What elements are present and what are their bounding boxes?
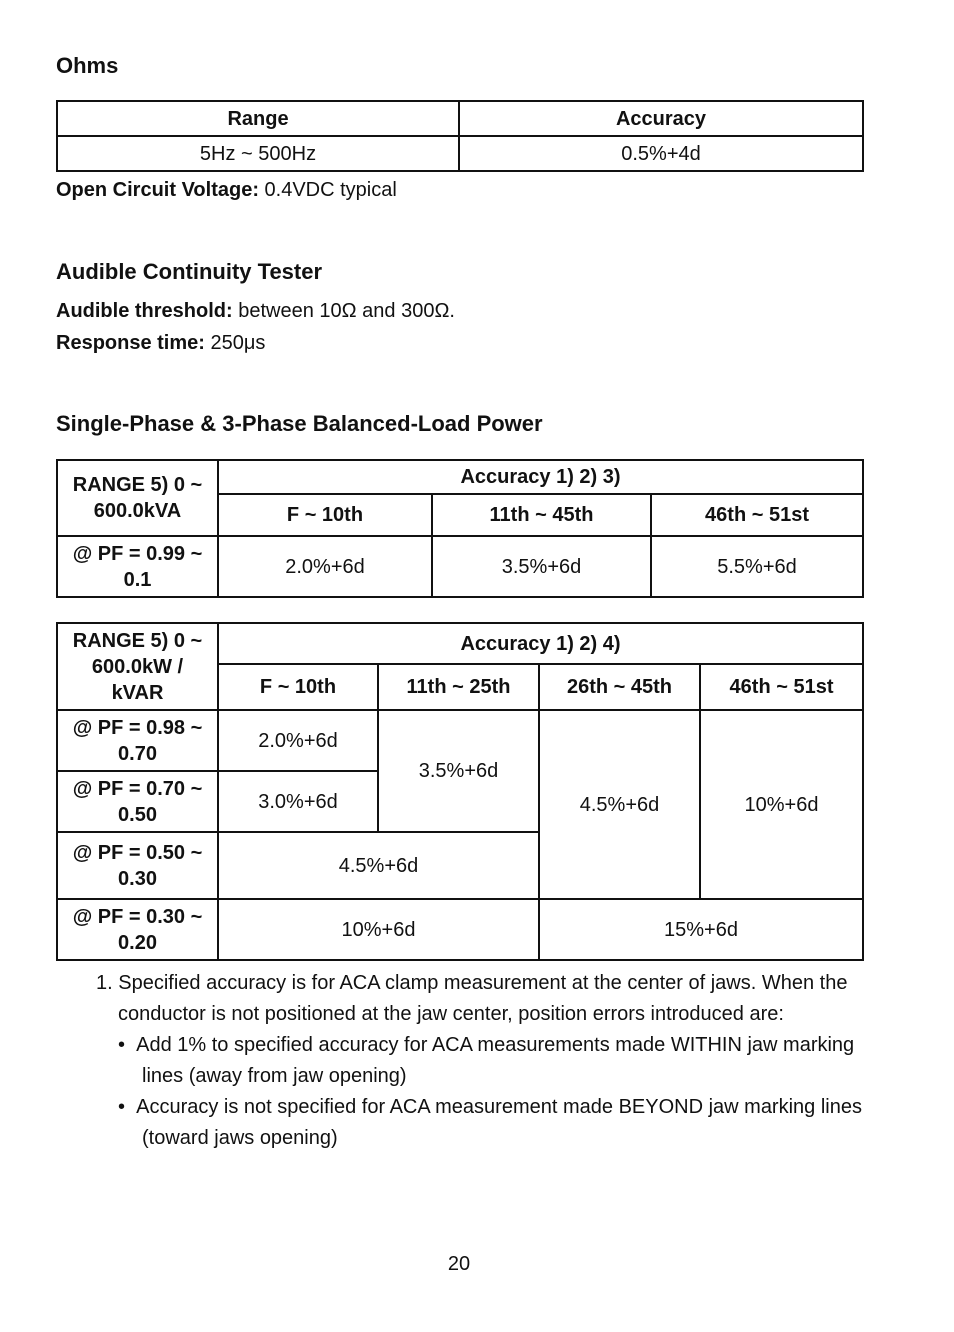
kw-value-r3c12: 4.5%+6d [218,832,539,899]
footnotes [96,968,866,1154]
power-title: Single-Phase & 3-Phase Balanced-Load Power [56,411,543,436]
page-number: 20 [447,1253,471,1275]
kw-pf-row-4: @ PF = 0.30 ~ 0.20 [57,899,218,960]
response-time [56,332,265,355]
ohms-range-value: 5Hz ~ 500Hz [57,136,459,171]
power-kva-table [56,459,864,598]
ohms-accuracy-value: 0.5%+4d [459,136,863,171]
kva-range-header: RANGE 5) 0 ~ 600.0kVA [57,460,218,536]
ohms-header-accuracy: Accuracy [459,101,863,136]
threshold-label: Audible threshold: [56,300,233,322]
kw-value-r12c2: 3.5%+6d [378,710,539,832]
kva-col-f-10th: F ~ 10th [218,494,432,536]
kw-col-f-10th: F ~ 10th [218,664,378,710]
kva-accuracy-header: Accuracy 1) 2) 3) [218,460,863,494]
kw-value-r4c12: 10%+6d [218,899,539,960]
kw-pf-row-2: @ PF = 0.70 ~ 0.50 [57,771,218,832]
kw-value-r123c3: 4.5%+6d [539,710,700,899]
ohms-header-range: Range [57,101,459,136]
open-circuit-voltage [56,179,397,202]
kw-value-r4c34: 15%+6d [539,899,863,960]
ocv-label: Open Circuit Voltage: [56,179,259,201]
kva-col-11th-45th: 11th ~ 45th [432,494,651,536]
kw-pf-row-1: @ PF = 0.98 ~ 0.70 [57,710,218,771]
kw-value-r1c1: 2.0%+6d [218,710,378,771]
response-label: Response time: [56,332,205,354]
kw-value-r2c1: 3.0%+6d [218,771,378,832]
footnote-bullet-1-text: Add 1% to specified accuracy for ACA measurements made WITHIN jaw marking lines (away from jaw opening) [136,1034,855,1087]
audible-threshold [56,300,455,323]
kw-col-46th-51st: 46th ~ 51st [700,664,863,710]
threshold-value: between 10Ω and 300Ω. [232,300,455,322]
kw-col-26th-45th: 26th ~ 45th [539,664,700,710]
power-kw-table [56,622,864,961]
footnote-bullet-1: • Add 1% to specified accuracy for ACA measurements made WITHIN jaw marking lines (away from jaw opening) [118,1034,855,1087]
ohms-table [56,100,864,172]
footnote-bullet-2: • Accuracy is not specified for ACA measurement made BEYOND jaw marking lines (toward jaws opening) [118,1096,862,1149]
ohms-title: Ohms [56,53,119,78]
kva-value-2: 3.5%+6d [432,536,651,597]
kw-range-header: RANGE 5) 0 ~ 600.0kW / kVAR [57,623,218,710]
response-value: 250μs [204,332,266,354]
kw-pf-row-3: @ PF = 0.50 ~ 0.30 [57,832,218,899]
footnote-1: 1. Specified accuracy is for ACA clamp measurement at the center of jaws. When the conductor is not positioned at the jaw center, position errors introduced are: [96,972,848,1025]
kw-value-r123c4: 10%+6d [700,710,863,899]
continuity-title: Audible Continuity Tester [56,259,323,284]
kw-accuracy-header: Accuracy 1) 2) 4) [218,623,863,664]
kva-value-1: 2.0%+6d [218,536,432,597]
footnote-bullet-2-text: Accuracy is not specified for ACA measurement made BEYOND jaw marking lines (toward jaws opening) [136,1096,862,1149]
kva-pf-label: @ PF = 0.99 ~ 0.1 [57,536,218,597]
kva-col-46th-51st: 46th ~ 51st [651,494,863,536]
kva-value-3: 5.5%+6d [651,536,863,597]
kw-col-11th-25th: 11th ~ 25th [378,664,539,710]
ocv-value: 0.4VDC typical [258,179,397,201]
